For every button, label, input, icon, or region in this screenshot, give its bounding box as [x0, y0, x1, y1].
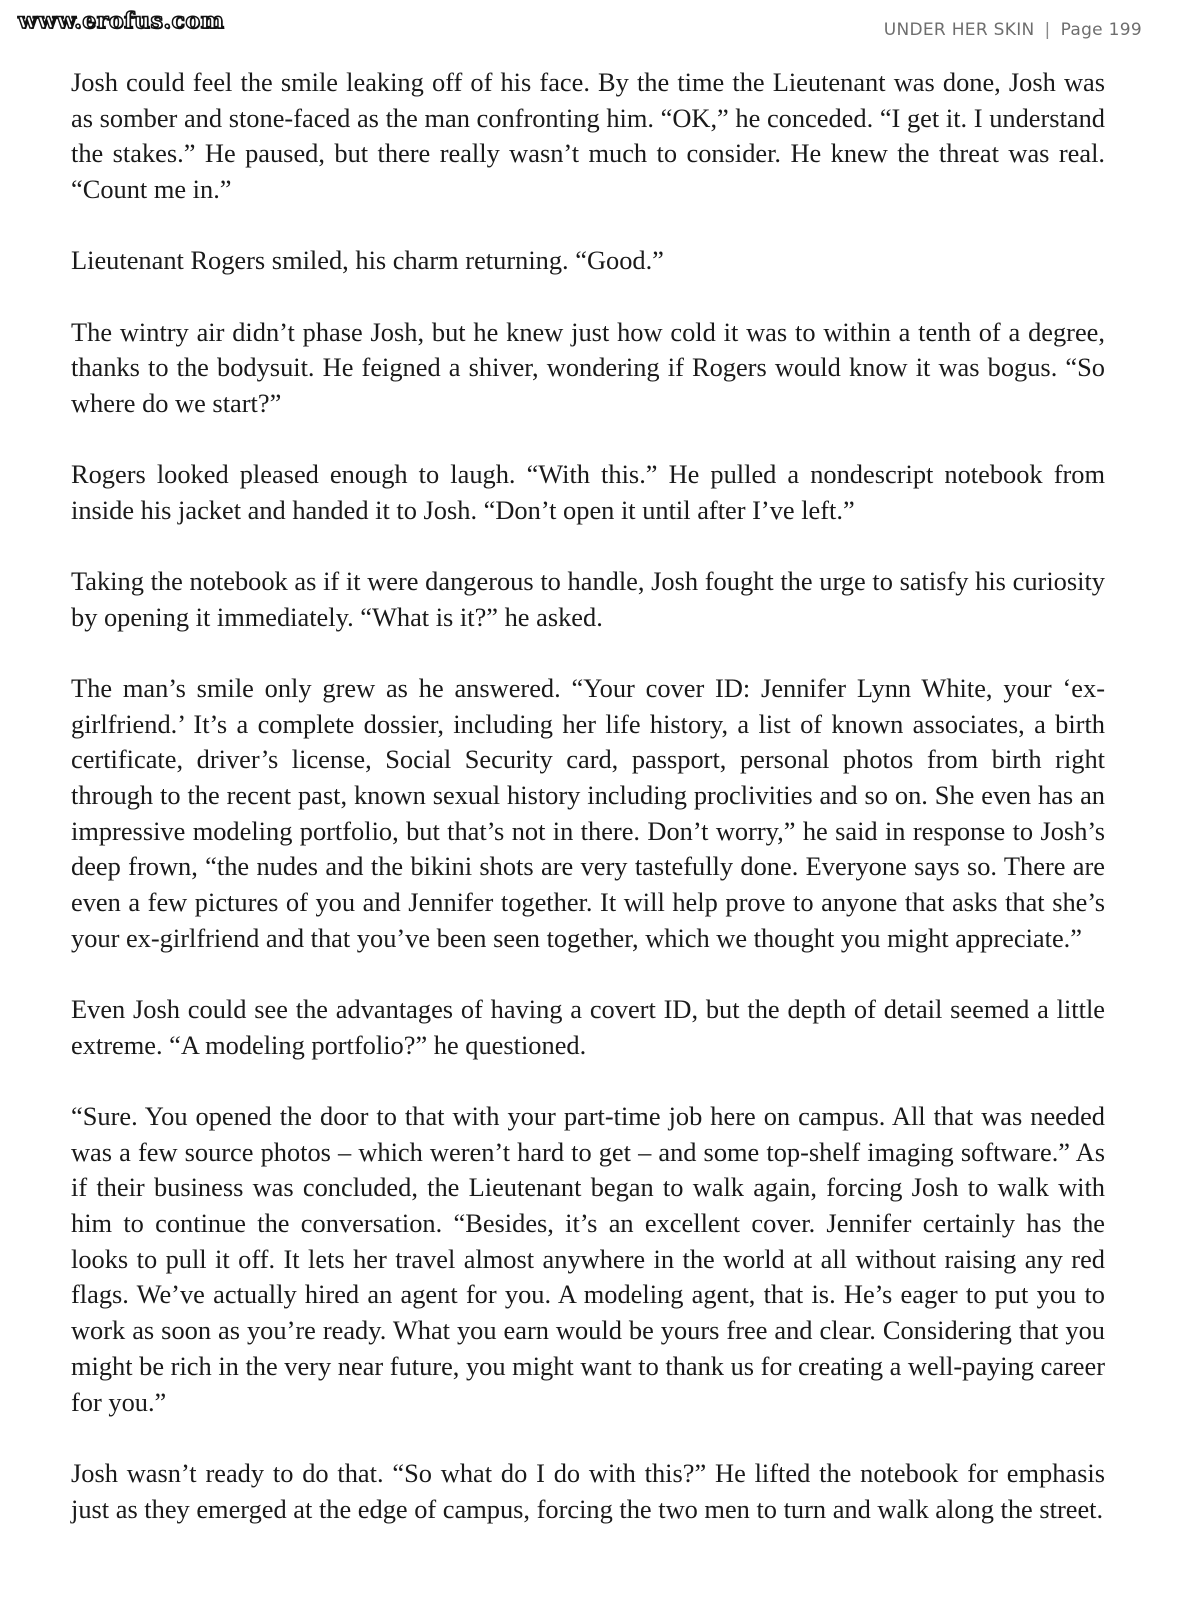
paragraph: “Sure. You opened the door to that with your part-time job here on campus. All that was needed was a few source photos – which weren’t hard to get – and some top-shelf imaging software.” As if their business was concluded, the Lieutenant began to walk again, forcing Josh to walk with him to continue the conversation. “Besides, it’s an excellent cover. Jennifer certainly has the looks to pull it off. It lets her travel almost anywhere in the world at all without raising any red flags. We’ve actually hired an agent for you. A modeling agent, that is. He’s eager to put you to work as soon as you’re ready. What you earn would be yours free and clear. Considering that you might be rich in the very near future, you might want to thank us for creating a well-paying career for you.” [71, 1100, 1106, 1417]
watermark-logo: www.erofus.com [18, 8, 225, 34]
paragraph: Rogers looked pleased enough to laugh. “With this.” He pulled a nondescript notebook from inside his jacket and handed it to Josh. “Don’t open it until after I’ve left.” [71, 459, 1105, 525]
book-title: UNDER HER SKIN [883, 20, 1035, 40]
paragraph: Taking the notebook as if it were dangerous to handle, Josh fought the urge to satisfy his curiosity by opening it immediately. “What is it?” he asked. [71, 566, 1105, 632]
running-header [884, 20, 1142, 40]
paragraph: The man’s smile only grew as he answered. “Your cover ID: Jennifer Lynn White, your ‘ex-girlfriend.’ It’s a complete dossier, including her life history, a list of known associates, a birth certificate, driver’s license, Social Security card, passport, personal photos from birth right through to the recent past, known sexual history including proclivities and so on. She even has an impressive modeling portfolio, but that’s not in there. Don’t worry,” he said in response to Josh’s deep frown, “the nudes and the bikini shots are very tastefully done. Everyone says so. There are even a few pictures of you and Jennifer together. It will help prove to anyone that asks that she’s your ex-girlfriend and that you’ve been seen together, which we thought you might appreciate.” [71, 672, 1105, 953]
paragraph: Even Josh could see the advantages of having a covert ID, but the depth of detail seemed a little extreme. “A modeling portfolio?” he questioned. [71, 994, 1105, 1060]
header-separator: | [1044, 20, 1051, 40]
body-text [71, 65, 1105, 1563]
paragraph: Josh wasn’t ready to do that. “So what do I do with this?” He lifted the notebook for emphasis just as they emerged at the edge of campus, forcing the two men to turn and walk along the street. [71, 1457, 1105, 1524]
paragraph: Josh could feel the smile leaking off of his face. By the time the Lieutenant was done, Josh was as somber and stone-faced as the man confronting him. “OK,” he conceded. “I get it. I understand the stakes.” He paused, but there really wasn’t much to consider. He knew the threat was real. “Count me in.” [71, 67, 1105, 205]
paragraph: Lieutenant Rogers smiled, his charm returning. “Good.” [71, 245, 664, 276]
page-number: Page 199 [1060, 20, 1142, 40]
paragraph: The wintry air didn’t phase Josh, but he knew just how cold it was to within a tenth of a degree, thanks to the bodysuit. He feigned a shiver, wondering if Rogers would know it was bogus. “So where do we start?” [71, 316, 1105, 418]
